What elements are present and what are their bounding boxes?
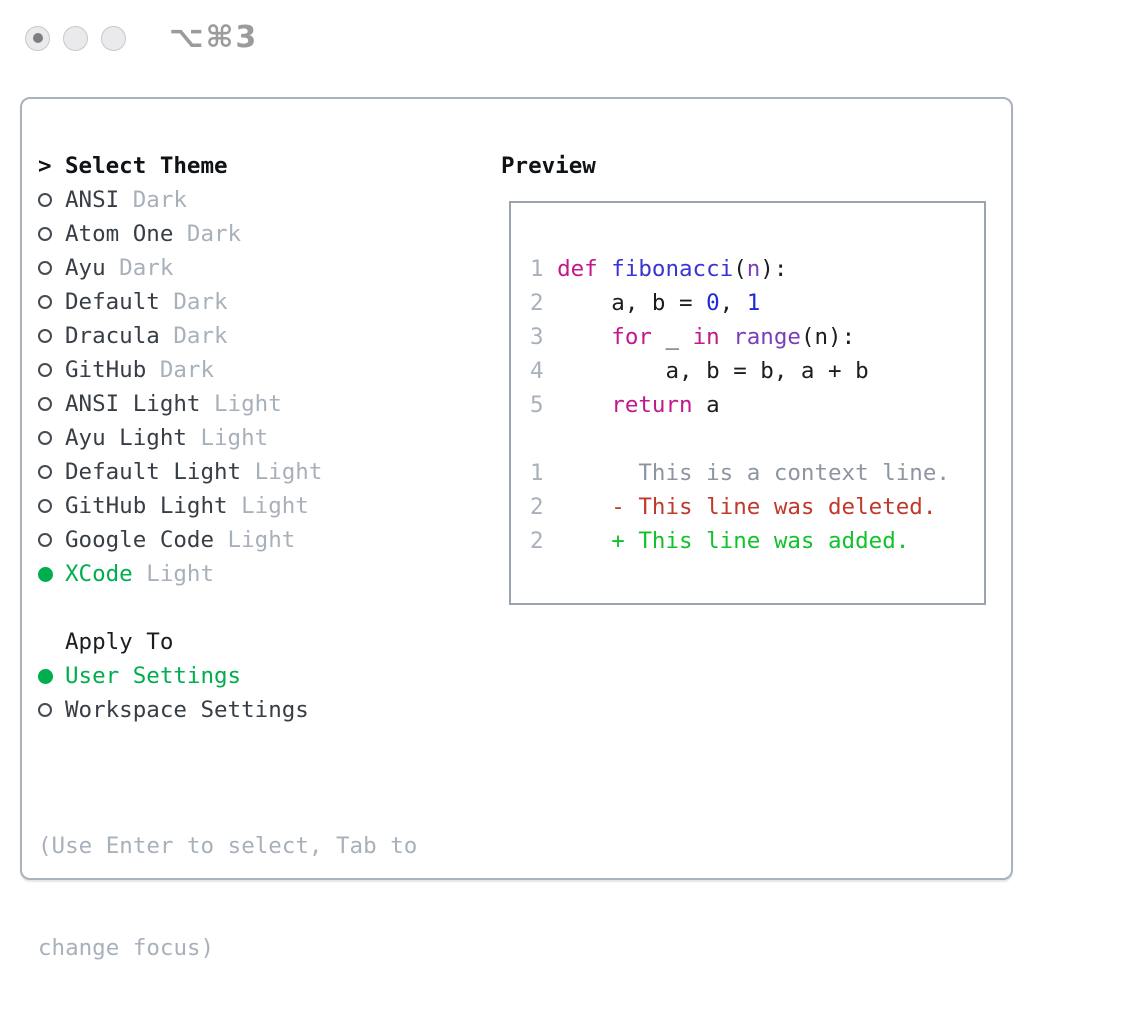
code-segment-num: 2 [530, 494, 544, 520]
option-label: Workspace Settings [65, 697, 309, 723]
option-label: Google Code [65, 527, 215, 553]
code-line [530, 490, 984, 524]
code-segment-plain: ): [760, 256, 788, 282]
theme-option-ansi-light[interactable] [38, 387, 417, 421]
option-variant-label: Light [241, 459, 323, 485]
code-line [530, 524, 984, 558]
code-segment-add: + This line was added. [543, 528, 910, 554]
option-variant-label: Light [214, 527, 296, 553]
code-segment-plain: _ [651, 324, 693, 350]
option-label: XCode [65, 561, 133, 587]
radio-unselected-icon [38, 397, 52, 411]
code-segment-plain [598, 256, 612, 282]
theme-option-atom-one[interactable] [38, 217, 417, 251]
select-theme-header-row [38, 149, 417, 183]
theme-option-ansi[interactable] [38, 183, 417, 217]
code-segment-plain [544, 256, 558, 282]
code-line [530, 388, 984, 422]
radio-unselected-icon [38, 465, 52, 479]
prompt-caret: > [38, 153, 52, 179]
radio-unselected-icon [38, 261, 52, 275]
code-segment-fn: fibonacci [611, 256, 734, 282]
active-window-dot [33, 33, 43, 43]
option-variant-label: Light [132, 561, 215, 587]
option-variant-label: Light [227, 493, 309, 519]
code-segment-num: 1 [530, 256, 544, 282]
radio-unselected-icon [38, 533, 52, 547]
option-variant-label: Dark [173, 221, 242, 247]
keyboard-shortcut-label: ⌥⌘3 [169, 20, 259, 55]
select-theme-title: Select Theme [65, 153, 228, 179]
code-segment-plain: ( [733, 256, 747, 282]
option-label: Atom One [65, 221, 174, 247]
code-line [530, 252, 984, 286]
theme-option-google-code[interactable] [38, 523, 417, 557]
option-variant-label: Dark [119, 187, 187, 213]
code-segment-numlit: 1 [746, 290, 761, 316]
theme-option-github-light[interactable] [38, 489, 417, 523]
code-line [530, 320, 984, 354]
radio-unselected-icon [38, 193, 52, 207]
apply-to-header-row [38, 625, 417, 659]
option-label: Dracula [65, 323, 160, 349]
theme-option-default-light[interactable] [38, 455, 417, 489]
spacer [38, 727, 417, 761]
theme-options-list [38, 183, 417, 591]
code-segment-num: 3 [530, 324, 544, 350]
apply-to-title: Apply To [65, 629, 174, 655]
option-label: GitHub [65, 357, 147, 383]
option-label: Default Light [65, 459, 242, 485]
apply-option-workspace-settings[interactable] [38, 693, 417, 727]
code-segment-num: 2 [530, 528, 544, 554]
option-label: Default [65, 289, 160, 315]
radio-unselected-icon [38, 329, 52, 343]
code-preview [511, 203, 984, 558]
titlebar [25, 20, 259, 55]
code-segment-del: - This line was deleted. [543, 494, 937, 520]
code-segment-plain [544, 392, 612, 418]
option-label: Ayu [65, 255, 106, 281]
theme-option-github[interactable] [38, 353, 417, 387]
help-text [38, 761, 417, 1033]
theme-option-ayu[interactable] [38, 251, 417, 285]
code-segment-kw: return [611, 392, 693, 418]
help-line-1: (Use Enter to select, Tab to [38, 833, 418, 859]
radio-unselected-icon [38, 295, 52, 309]
code-segment-kw: for [611, 324, 652, 350]
spacer [38, 591, 417, 625]
traffic-light-minimize-icon[interactable] [63, 26, 88, 51]
code-segment-num: 5 [530, 392, 544, 418]
code-line [530, 456, 984, 490]
code-segment-kw: def [557, 256, 598, 282]
theme-option-ayu-light[interactable] [38, 421, 417, 455]
code-segment-plain: (n): [800, 324, 856, 350]
code-segment-num: 1 [530, 460, 544, 486]
option-label: ANSI [65, 187, 120, 213]
preview-title: Preview [501, 153, 596, 179]
option-variant-label: Dark [105, 255, 174, 281]
preview-box [509, 201, 986, 605]
code-segment-plain: , [719, 290, 747, 316]
code-blank-line [530, 422, 984, 456]
option-label: GitHub Light [65, 493, 228, 519]
option-variant-label: Dark [159, 289, 228, 315]
code-line [530, 354, 984, 388]
option-variant-label: Dark [146, 357, 215, 383]
radio-selected-icon [38, 567, 53, 582]
traffic-light-zoom-icon[interactable] [101, 26, 126, 51]
theme-option-xcode[interactable] [38, 557, 417, 591]
help-line-2: change focus) [38, 935, 215, 961]
code-segment-plain: a [692, 392, 720, 418]
code-segment-type: n [746, 256, 761, 282]
theme-option-default[interactable] [38, 285, 417, 319]
radio-unselected-icon [38, 431, 52, 445]
code-segment-num: 4 [530, 358, 544, 384]
code-line [530, 286, 984, 320]
code-segment-type: range [733, 324, 801, 350]
code-segment-kw: in [692, 324, 720, 350]
radio-unselected-icon [38, 499, 52, 513]
theme-picker-panel [20, 97, 1013, 961]
radio-unselected-icon [38, 227, 52, 241]
radio-unselected-icon [38, 363, 52, 377]
option-variant-label: Light [200, 391, 282, 417]
radio-selected-icon [38, 669, 53, 684]
theme-option-dracula[interactable] [38, 319, 417, 353]
code-segment-num: 2 [530, 290, 544, 316]
code-segment-numlit: 0 [706, 290, 720, 316]
code-segment-plain [544, 324, 612, 350]
code-segment-ctx: This is a context line. [543, 460, 950, 486]
option-variant-label: Dark [159, 323, 228, 349]
option-label: ANSI Light [65, 391, 201, 417]
traffic-light-close-icon[interactable] [25, 26, 50, 51]
option-label: User Settings [65, 663, 242, 689]
option-variant-label: Light [186, 425, 269, 451]
apply-to-options-list [38, 659, 417, 727]
code-segment-plain: a, b = b, a + b [543, 358, 869, 384]
radio-unselected-icon [38, 703, 52, 717]
option-label: Ayu Light [65, 425, 187, 451]
apply-option-user-settings[interactable] [38, 659, 417, 693]
code-segment-plain: a, b = [543, 290, 707, 316]
theme-list-column [38, 149, 417, 1033]
code-segment-plain [720, 324, 734, 350]
